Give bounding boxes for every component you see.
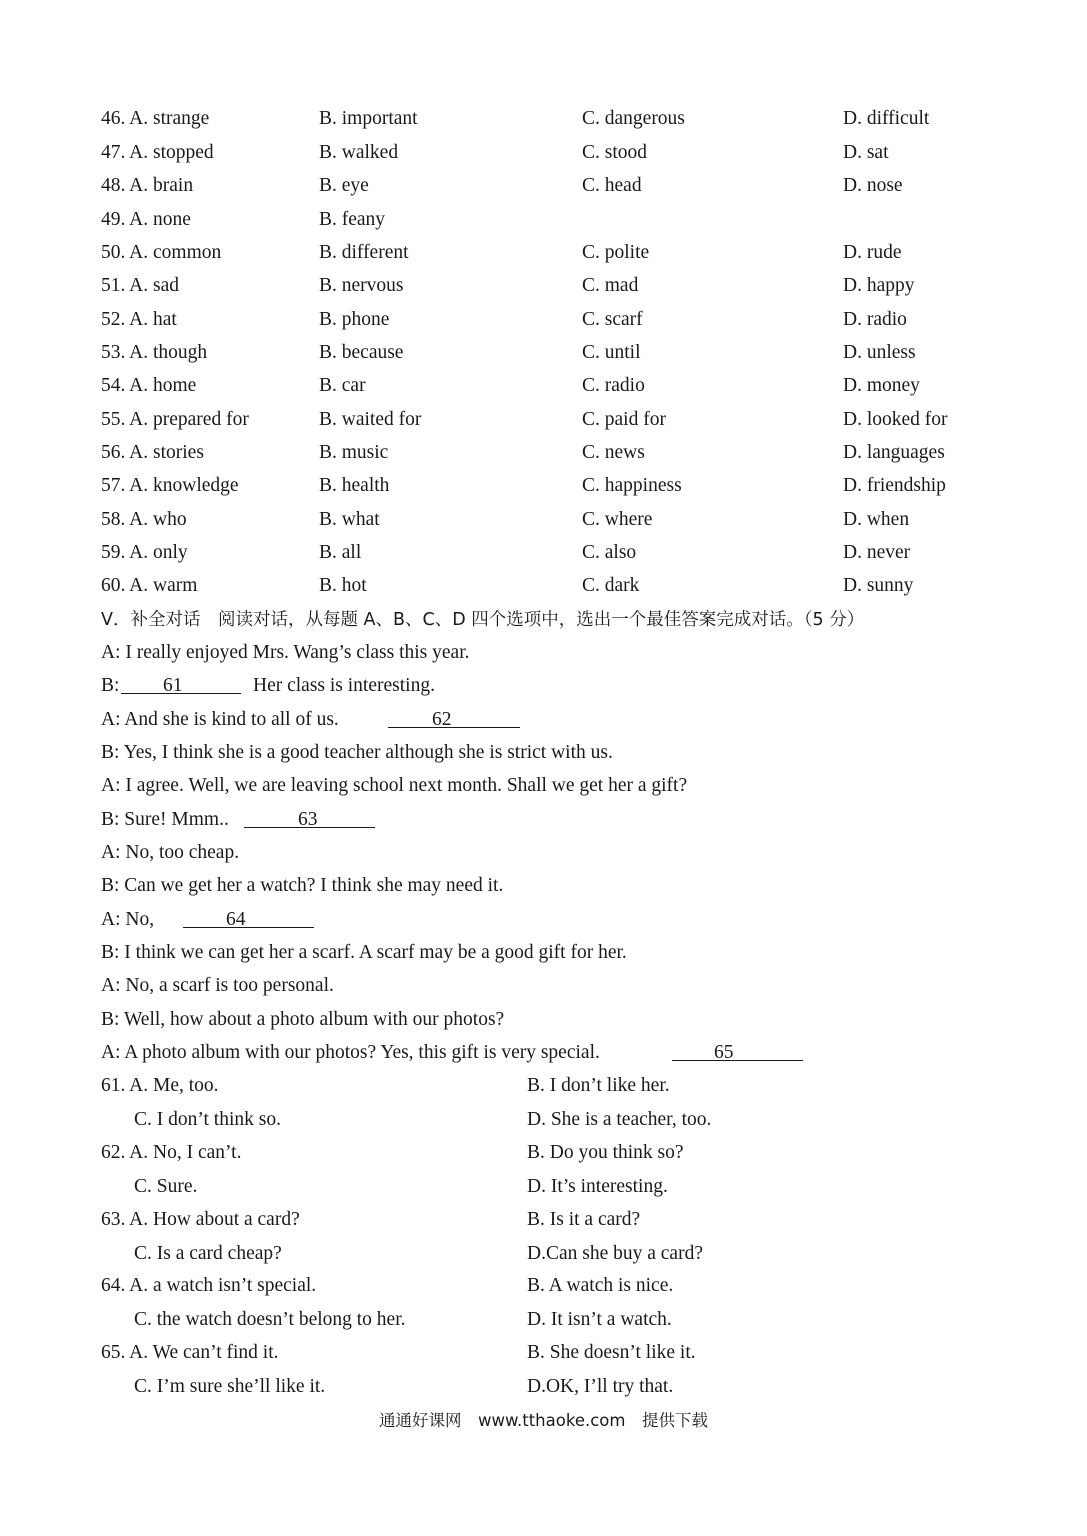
option-a[interactable]: 53. A. though bbox=[101, 342, 208, 363]
answer-blank-65[interactable] bbox=[672, 1038, 803, 1068]
option-d[interactable]: D. radio bbox=[843, 309, 907, 330]
option-b[interactable]: B. music bbox=[319, 442, 389, 463]
dialogue-text: A: I really enjoyed Mrs. Wang’s class this year. bbox=[101, 642, 470, 663]
option-c[interactable]: C. news bbox=[582, 442, 645, 463]
cloze-question-row bbox=[0, 571, 1087, 601]
dialogue-text: B: Well, how about a photo album with our photos? bbox=[101, 1009, 505, 1030]
page-footer: 通通好课网 www.tthaoke.com 提供下载 bbox=[379, 1411, 708, 1430]
option-a[interactable]: 48. A. brain bbox=[101, 175, 194, 196]
option-c[interactable]: C. I don’t think so. bbox=[134, 1109, 281, 1130]
dialogue-text: A: A photo album with our photos? Yes, this gift is very special. bbox=[101, 1042, 600, 1063]
dialogue-text: B: Sure! Mmm.. bbox=[101, 809, 229, 830]
dialogue-text: A: No, bbox=[101, 909, 155, 930]
cloze-question-row bbox=[0, 205, 1087, 235]
option-d[interactable]: D. nose bbox=[843, 175, 903, 196]
option-c[interactable]: C. scarf bbox=[582, 309, 643, 330]
option-d[interactable]: D. never bbox=[843, 542, 911, 563]
option-a[interactable]: 54. A. home bbox=[101, 375, 197, 396]
blank-number: 64 bbox=[226, 909, 246, 930]
option-b[interactable]: B. A watch is nice. bbox=[527, 1275, 674, 1296]
option-a[interactable]: 63. A. How about a card? bbox=[101, 1209, 300, 1230]
option-b[interactable]: B. hot bbox=[319, 575, 367, 596]
dialogue-option-row bbox=[0, 1239, 1087, 1269]
option-b[interactable]: B. walked bbox=[319, 142, 399, 163]
option-a[interactable]: 57. A. knowledge bbox=[101, 475, 239, 496]
dialogue-line bbox=[0, 938, 1087, 968]
blank-number: 61 bbox=[163, 675, 183, 696]
dialogue-line bbox=[0, 971, 1087, 1001]
option-c[interactable]: C. also bbox=[582, 542, 637, 563]
cloze-question-row bbox=[0, 305, 1087, 335]
blank-number: 63 bbox=[298, 809, 318, 830]
answer-blank-63[interactable] bbox=[244, 805, 375, 835]
option-d[interactable]: D.Can she buy a card? bbox=[527, 1243, 703, 1264]
cloze-question-row bbox=[0, 538, 1087, 568]
dialogue-text: B: bbox=[101, 675, 120, 696]
option-a[interactable]: 52. A. hat bbox=[101, 309, 177, 330]
option-b[interactable]: B. different bbox=[319, 242, 409, 263]
blank-number: 65 bbox=[714, 1042, 734, 1063]
dialogue-text: B: Can we get her a watch? I think she may need it. bbox=[101, 875, 504, 896]
option-c[interactable]: C. until bbox=[582, 342, 641, 363]
cloze-question-row bbox=[0, 104, 1087, 134]
option-d[interactable]: D. It’s interesting. bbox=[527, 1176, 668, 1197]
option-b[interactable]: B. Is it a card? bbox=[527, 1209, 641, 1230]
option-a[interactable]: 50. A. common bbox=[101, 242, 222, 263]
option-a[interactable]: 64. A. a watch isn’t special. bbox=[101, 1275, 317, 1296]
option-d[interactable]: D. difficult bbox=[843, 108, 930, 129]
dialogue-option-row bbox=[0, 1071, 1087, 1101]
option-c[interactable]: C. mad bbox=[582, 275, 639, 296]
option-d[interactable]: D. when bbox=[843, 509, 910, 530]
answer-blank-61[interactable] bbox=[121, 671, 241, 701]
dialogue-option-row bbox=[0, 1271, 1087, 1301]
dialogue-text: A: No, too cheap. bbox=[101, 842, 240, 863]
section-v-heading: V．补全对话 阅读对话，从每题 A、B、C、D 四个选项中，选出一个最佳答案完成对话。（5 分） bbox=[101, 610, 865, 630]
dialogue-line bbox=[0, 638, 1087, 668]
dialogue-text: A: And she is kind to all of us. bbox=[101, 709, 339, 730]
option-b[interactable]: B. Do you think so? bbox=[527, 1142, 684, 1163]
option-c[interactable]: C. where bbox=[582, 509, 653, 530]
dialogue-line bbox=[0, 871, 1087, 901]
blank-number: 62 bbox=[432, 709, 452, 730]
dialogue-text: Her class is interesting. bbox=[253, 675, 435, 696]
option-d[interactable]: D.OK, I’ll try that. bbox=[527, 1376, 674, 1397]
cloze-question-row bbox=[0, 138, 1087, 168]
option-c[interactable]: C. paid for bbox=[582, 409, 666, 430]
option-c[interactable]: C. I’m sure she’ll like it. bbox=[134, 1376, 326, 1397]
cloze-question-row bbox=[0, 438, 1087, 468]
section-v-heading-line bbox=[0, 605, 1087, 635]
option-a[interactable]: 60. A. warm bbox=[101, 575, 198, 596]
answer-blank-64[interactable] bbox=[183, 905, 314, 935]
option-c[interactable]: C. stood bbox=[582, 142, 648, 163]
dialogue-line bbox=[0, 905, 1087, 935]
option-d[interactable]: D. happy bbox=[843, 275, 915, 296]
option-a[interactable]: 51. A. sad bbox=[101, 275, 179, 296]
dialogue-option-row bbox=[0, 1205, 1087, 1235]
dialogue-line bbox=[0, 1005, 1087, 1035]
option-d[interactable]: D. money bbox=[843, 375, 920, 396]
dialogue-line bbox=[0, 705, 1087, 735]
option-c[interactable]: C. dark bbox=[582, 575, 640, 596]
option-a[interactable]: 55. A. prepared for bbox=[101, 409, 249, 430]
option-d[interactable]: D. sunny bbox=[843, 575, 914, 596]
option-b[interactable]: B. She doesn’t like it. bbox=[527, 1342, 696, 1363]
option-c[interactable]: C. happiness bbox=[582, 475, 682, 496]
dialogue-text: A: No, a scarf is too personal. bbox=[101, 975, 334, 996]
option-b[interactable]: B. eye bbox=[319, 175, 369, 196]
option-c[interactable]: C. radio bbox=[582, 375, 645, 396]
option-d[interactable]: D. rude bbox=[843, 242, 902, 263]
option-a[interactable]: 47. A. stopped bbox=[101, 142, 214, 163]
cloze-question-row bbox=[0, 171, 1087, 201]
dialogue-line bbox=[0, 771, 1087, 801]
cloze-question-row bbox=[0, 338, 1087, 368]
option-c[interactable]: C. head bbox=[582, 175, 642, 196]
option-a[interactable]: 62. A. No, I can’t. bbox=[101, 1142, 242, 1163]
cloze-question-row bbox=[0, 471, 1087, 501]
dialogue-option-row bbox=[0, 1172, 1087, 1202]
option-d[interactable]: D. She is a teacher, too. bbox=[527, 1109, 712, 1130]
dialogue-option-row bbox=[0, 1372, 1087, 1402]
cloze-question-row bbox=[0, 505, 1087, 535]
option-b[interactable]: B. nervous bbox=[319, 275, 404, 296]
option-b[interactable]: B. waited for bbox=[319, 409, 422, 430]
option-b[interactable]: B. important bbox=[319, 108, 418, 129]
option-b[interactable]: B. feany bbox=[319, 209, 386, 230]
option-c[interactable]: C. the watch doesn’t belong to her. bbox=[134, 1309, 406, 1330]
option-d[interactable]: D. sat bbox=[843, 142, 889, 163]
option-d[interactable]: D. friendship bbox=[843, 475, 946, 496]
cloze-question-row bbox=[0, 405, 1087, 435]
option-b[interactable]: B. car bbox=[319, 375, 366, 396]
option-a[interactable]: 61. A. Me, too. bbox=[101, 1075, 219, 1096]
cloze-question-row bbox=[0, 371, 1087, 401]
option-a[interactable]: 49. A. none bbox=[101, 209, 191, 230]
option-c[interactable]: C. dangerous bbox=[582, 108, 685, 129]
option-b[interactable]: B. what bbox=[319, 509, 380, 530]
option-d[interactable]: D. looked for bbox=[843, 409, 948, 430]
option-a[interactable]: 59. A. only bbox=[101, 542, 188, 563]
dialogue-line bbox=[0, 671, 1087, 701]
answer-blank-62[interactable] bbox=[388, 705, 520, 735]
option-a[interactable]: 46. A. strange bbox=[101, 108, 210, 129]
option-c[interactable]: C. polite bbox=[582, 242, 650, 263]
option-b[interactable]: B. all bbox=[319, 542, 362, 563]
cloze-question-row bbox=[0, 238, 1087, 268]
option-b[interactable]: B. phone bbox=[319, 309, 390, 330]
option-d[interactable]: D. languages bbox=[843, 442, 945, 463]
option-b[interactable]: B. health bbox=[319, 475, 390, 496]
dialogue-line bbox=[0, 805, 1087, 835]
dialogue-text: A: I agree. Well, we are leaving school next month. Shall we get her a gift? bbox=[101, 775, 688, 796]
dialogue-line bbox=[0, 738, 1087, 768]
option-a[interactable]: 56. A. stories bbox=[101, 442, 204, 463]
dialogue-text: B: I think we can get her a scarf. A scarf may be a good gift for her. bbox=[101, 942, 627, 963]
dialogue-line bbox=[0, 1038, 1087, 1068]
dialogue-option-row bbox=[0, 1105, 1087, 1135]
option-a[interactable]: 58. A. who bbox=[101, 509, 187, 530]
dialogue-line bbox=[0, 838, 1087, 868]
option-c[interactable]: C. Is a card cheap? bbox=[134, 1243, 282, 1264]
dialogue-option-row bbox=[0, 1138, 1087, 1168]
dialogue-option-row bbox=[0, 1305, 1087, 1335]
option-c[interactable]: C. Sure. bbox=[134, 1176, 198, 1197]
dialogue-text: B: Yes, I think she is a good teacher although she is strict with us. bbox=[101, 742, 613, 763]
option-b[interactable]: B. I don’t like her. bbox=[527, 1075, 670, 1096]
option-a[interactable]: 65. A. We can’t find it. bbox=[101, 1342, 279, 1363]
option-d[interactable]: D. It isn’t a watch. bbox=[527, 1309, 672, 1330]
option-b[interactable]: B. because bbox=[319, 342, 404, 363]
cloze-question-row bbox=[0, 271, 1087, 301]
option-d[interactable]: D. unless bbox=[843, 342, 916, 363]
dialogue-option-row bbox=[0, 1338, 1087, 1368]
